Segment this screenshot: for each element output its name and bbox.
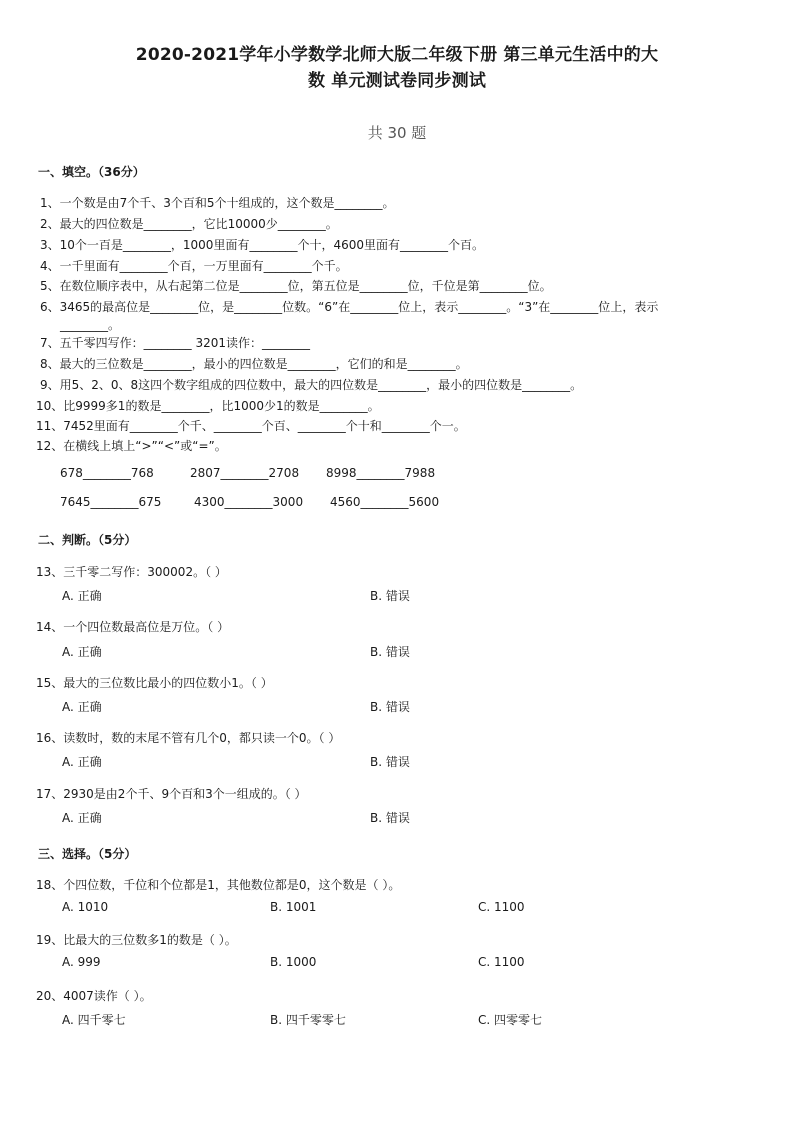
option-a: A. 正确 bbox=[62, 811, 102, 825]
question-9: 9、用5、2、0、8这四个数字组成的四位数中，最大的四位数是________，最小的四位数是________。 bbox=[40, 378, 583, 392]
compare-item: 2807________2708 bbox=[190, 466, 300, 480]
question-19: 19、比最大的三位数多1的数是（ ）。 bbox=[36, 933, 237, 947]
question-8: 8、最大的三位数是________，最小的四位数是________，它们的和是________。 bbox=[40, 357, 468, 371]
section-heading-multiple-choice: 三、选择。（5分） bbox=[38, 847, 137, 861]
option-c: C. 1100 bbox=[478, 900, 525, 914]
compare-item: 7645________675 bbox=[60, 495, 162, 509]
option-a: A. 四千零七 bbox=[62, 1013, 126, 1027]
question-16: 16、读数时，数的末尾不管有几个0，都只读一个0。（ ） bbox=[36, 731, 341, 745]
compare-item: 8998________7988 bbox=[326, 466, 436, 480]
option-a: A. 1010 bbox=[62, 900, 109, 914]
option-a: A. 正确 bbox=[62, 700, 102, 714]
option-b: B. 错误 bbox=[370, 811, 410, 825]
question-count: 共 30 题 bbox=[367, 124, 427, 142]
compare-item: 4560________5600 bbox=[330, 495, 440, 509]
question-17: 17、2930是由2个千、9个百和3个一组成的。（ ） bbox=[36, 787, 307, 801]
option-a: A. 正确 bbox=[62, 645, 102, 659]
compare-item: 678________768 bbox=[60, 466, 154, 480]
option-b: B. 1001 bbox=[270, 900, 317, 914]
option-b: B. 四千零零七 bbox=[270, 1013, 346, 1027]
question-20: 20、4007读作（ ）。 bbox=[36, 989, 152, 1003]
question-6: 6、3465的最高位是________位，是________位数。“6”在________位上，表示________。“3”在________位上，表示 bbox=[40, 300, 659, 314]
option-b: B. 错误 bbox=[370, 645, 410, 659]
question-6-continued: ________。 bbox=[60, 318, 121, 332]
question-15: 15、最大的三位数比最小的四位数小1。（ ） bbox=[36, 676, 273, 690]
question-5: 5、在数位顺序表中，从右起第二位是________位，第五位是________位，千位是第________位。 bbox=[40, 279, 552, 293]
question-3: 3、10个一百是________，1000里面有________个十，4600里面有________个百。 bbox=[40, 238, 484, 252]
section-heading-fill-in: 一、填空。（36分） bbox=[38, 165, 145, 179]
question-11: 11、7452里面有________个千、________个百、________个十和________个一。 bbox=[36, 419, 466, 433]
question-13: 13、三千零二写作：300002。（ ） bbox=[36, 565, 227, 579]
document-title-line-1: 2020-2021学年小学数学北师大版二年级下册 第三单元生活中的大 bbox=[135, 45, 659, 65]
question-7: 7、五千零四写作：________ 3201读作：________ bbox=[40, 336, 310, 350]
option-a: A. 正确 bbox=[62, 589, 102, 603]
question-1: 1、一个数是由7个千、3个百和5个十组成的，这个数是________。 bbox=[40, 196, 395, 210]
option-b: B. 1000 bbox=[270, 955, 317, 969]
section-heading-true-false: 二、判断。（5分） bbox=[38, 533, 137, 547]
question-10: 10、比9999多1的数是________，比1000少1的数是________。 bbox=[36, 399, 380, 413]
question-18: 18、个四位数，千位和个位都是1，其他数位都是0，这个数是（ ）。 bbox=[36, 878, 401, 892]
question-14: 14、一个四位数最高位是万位。（ ） bbox=[36, 620, 230, 634]
option-b: B. 错误 bbox=[370, 589, 410, 603]
option-c: C. 1100 bbox=[478, 955, 525, 969]
question-2: 2、最大的四位数是________，它比10000少________。 bbox=[40, 217, 338, 231]
option-b: B. 错误 bbox=[370, 755, 410, 769]
compare-item: 4300________3000 bbox=[194, 495, 304, 509]
option-b: B. 错误 bbox=[370, 700, 410, 714]
option-a: A. 999 bbox=[62, 955, 101, 969]
document-title-line-2: 数 单元测试卷同步测试 bbox=[307, 71, 487, 91]
option-c: C. 四零零七 bbox=[478, 1013, 543, 1027]
question-4: 4、一千里面有________个百，一万里面有________个千。 bbox=[40, 259, 348, 273]
question-12: 12、在横线上填上“>”“<”或“=”。 bbox=[36, 439, 227, 453]
option-a: A. 正确 bbox=[62, 755, 102, 769]
